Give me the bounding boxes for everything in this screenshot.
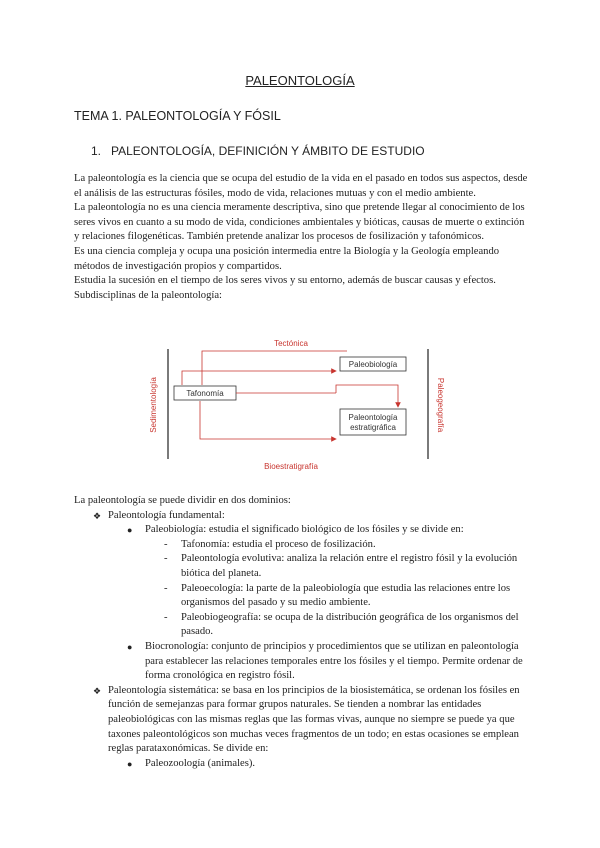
list-item-text: Paleontología sistemática: se basa en los principios de la biosistemática, se ordenan los fósiles en función de semejanzas para formar grupos naturales. Se tienden a nombrar las entidades paleobiológicas con las mismas reglas que las formas vivas, aunque no siempre se puede ya que taxones paleontológicos son muchas veces fragmentos de un todo; en estas ocasiones se emplean reglas parataxonómicas. Se divide en: [108,684,520,755]
list-item [74,582,534,611]
list-item [74,552,534,581]
list-item-text: Paleontología fundamental: [108,509,225,521]
diamond-bullet-icon: ❖ [93,685,102,696]
dash-bullet: - [164,582,168,594]
dash-bullet: - [164,553,168,565]
list-item-text: Tafonomía: estudia el proceso de fosilización. [181,538,376,550]
paragraph: Subdisciplinas de la paleontología: [74,289,222,301]
label-tectonica: Tectónica [274,339,308,348]
section-number: 1. [91,144,102,158]
list-item-text: Paleozoología (animales). [145,757,256,769]
list-item [74,611,534,640]
tectonica-arrow [202,351,347,385]
paragraph: La paleontología no es una ciencia meramente descriptiva, sino que pretende llegar al conocimiento de los seres vivos en cuanto a su modo de vida, condiciones ambientales y bióticas, causas de muerte o extinción y relaciones filogenéticas. También pretende analizar los procesos de fosilización y tafonómicos. [74,202,525,243]
list-item-text: Biocronología: conjunto de principios y procedimientos que se utilizan en paleontología para establecer las relaciones temporales entre los fósiles y el tiempo. Permite ordenar de forma cronológica en registro fósil. [145,640,523,682]
label-bioestratigrafia: Bioestratigrafía [264,462,318,471]
domains-list [74,494,534,771]
label-paleontologia: Paleontología [348,413,398,422]
intro-text [74,172,532,303]
list-item-text: Paleobiología: estudia el significado biológico de los fósiles y se divide en: [145,524,464,536]
tafonomia-to-estratigrafica-arrow [200,401,336,439]
list-item [74,509,534,524]
paragraph: Es una ciencia compleja y ocupa una posición intermedia entre la Biología y la Geología empleando métodos de investigación propios y compartidos. [74,245,500,272]
label-estratigrafica: estratigráfica [350,423,396,432]
domains-intro: La paleontología se puede dividir en dos dominios: [74,495,291,506]
list-item [74,640,534,684]
filled-circle-bullet-icon: ● [127,641,133,652]
document-title: PALEONTOLOGÍA [245,73,355,88]
list-item [74,523,534,538]
list-item [74,684,534,757]
list-item-text: Paleontología evolutiva: analiza la relación entre el registro fósil y la evolución biótica del planeta. [181,553,518,579]
paragraph: La paleontología es la ciencia que se ocupa del estudio de la vida en el pasado en todos sus aspectos, desde el análisis de las estructuras fósiles, modo de vida, relaciones mutuas y con el medio ambiente. [74,173,528,199]
filled-circle-bullet-icon: ● [127,525,133,536]
section-title: PALEONTOLOGÍA, DEFINICIÓN Y ÁMBITO DE ESTUDIO [111,144,425,158]
dash-bullet: - [164,611,168,623]
subdisciplines-diagram [140,335,450,475]
label-paleogeografia: Paleogeografía [436,377,445,433]
paragraph: Estudia la sucesión en el tiempo de los seres vivos y su entorno, además de buscar causas y efectos. [74,275,496,287]
dash-bullet: - [164,538,168,550]
section-heading [91,144,425,158]
list-item-text: Paleobiogeografía: se ocupa de la distribución geográfica de los organismos del pasado. [181,611,519,638]
list-item [74,757,534,772]
to-estratigrafica-arrow [336,385,398,407]
diamond-bullet-icon: ❖ [93,510,102,521]
list-item [74,538,534,553]
label-paleobiologia: Paleobiología [348,360,398,369]
label-tafonomia: Tafonomía [186,389,224,398]
list-item-text: Paleoecología: la parte de la paleobiología que estudia las relaciones entre los organismos del pasado y su medio ambiente. [181,582,511,609]
filled-circle-bullet-icon: ● [127,758,133,769]
label-sedimentologia: Sedimentología [149,377,158,433]
chapter-heading: TEMA 1. PALEONTOLOGÍA Y FÓSIL [74,109,281,123]
tafonomia-to-paleobiologia-arrow [182,371,336,385]
